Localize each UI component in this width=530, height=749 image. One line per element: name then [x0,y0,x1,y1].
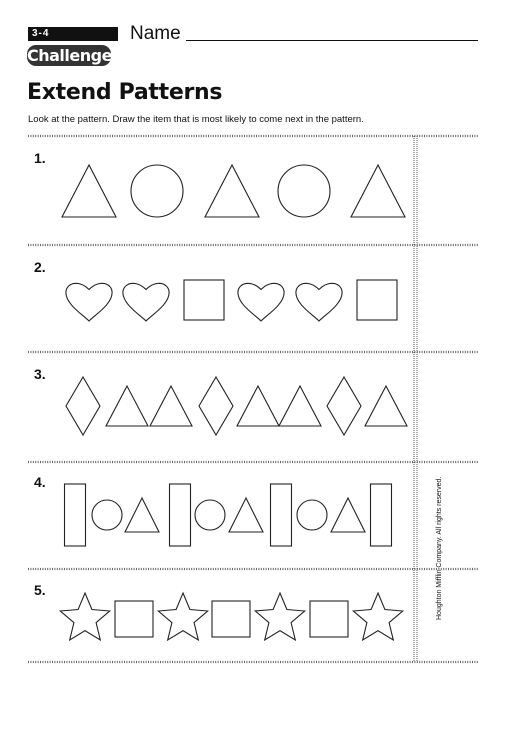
name-label: Name [130,23,181,44]
row5-square-4-shape [212,601,250,637]
row-number-3: 3. [34,366,46,382]
row1-triangle-3-shape [205,165,259,217]
row-number-5: 5. [34,582,46,598]
row2-heart-5-shape [296,283,342,321]
row1-triangle-5-shape [351,165,405,217]
copyright-notice: Houghton Mifflin Company. All rights reserved. [436,476,443,620]
row4-triangle-6-shape [229,498,263,532]
lesson-code-tag: 3-4 [28,27,118,41]
row1-circle-2-shape [131,165,183,217]
row-number-1: 1. [34,150,46,166]
row-number-2: 2. [34,259,46,275]
row5-star-1-shape [60,593,109,640]
row-number-4: 4. [34,474,46,490]
page-title: Extend Patterns [27,80,223,105]
challenge-badge-text: Challenge [27,46,112,65]
instructions: Look at the pattern. Draw the item that is most likely to come next in the pattern. [28,114,364,125]
row2-heart-2-shape [123,283,169,321]
row4-rectangle-1-shape [65,484,86,546]
row4-triangle-3-shape [125,498,159,532]
row4-circle-2-shape [92,500,122,530]
row4-circle-5-shape [195,500,225,530]
row5-star-7-shape [353,593,402,640]
row3-diamond-1-shape [66,377,100,435]
row5-square-6-shape [310,601,348,637]
row4-circle-8-shape [297,500,327,530]
row5-square-2-shape [115,601,153,637]
row4-rectangle-7-shape [271,484,292,546]
row2-heart-4-shape [238,283,284,321]
row2-heart-1-shape [66,283,112,321]
row5-star-5-shape [255,593,304,640]
row1-triangle-1-shape [62,165,116,217]
row3-triangle-3-shape [150,386,192,426]
row3-triangle-6-shape [279,386,321,426]
row2-square-3-shape [184,280,224,320]
row1-circle-4-shape [278,165,330,217]
row3-triangle-2-shape [106,386,148,426]
row4-triangle-9-shape [331,498,365,532]
row4-rectangle-10-shape [371,484,392,546]
row2-square-6-shape [357,280,397,320]
row3-diamond-7-shape [327,377,361,435]
row3-triangle-5-shape [237,386,279,426]
row4-rectangle-4-shape [170,484,191,546]
row3-diamond-4-shape [199,377,233,435]
row3-triangle-8-shape [365,386,407,426]
row5-star-3-shape [158,593,207,640]
